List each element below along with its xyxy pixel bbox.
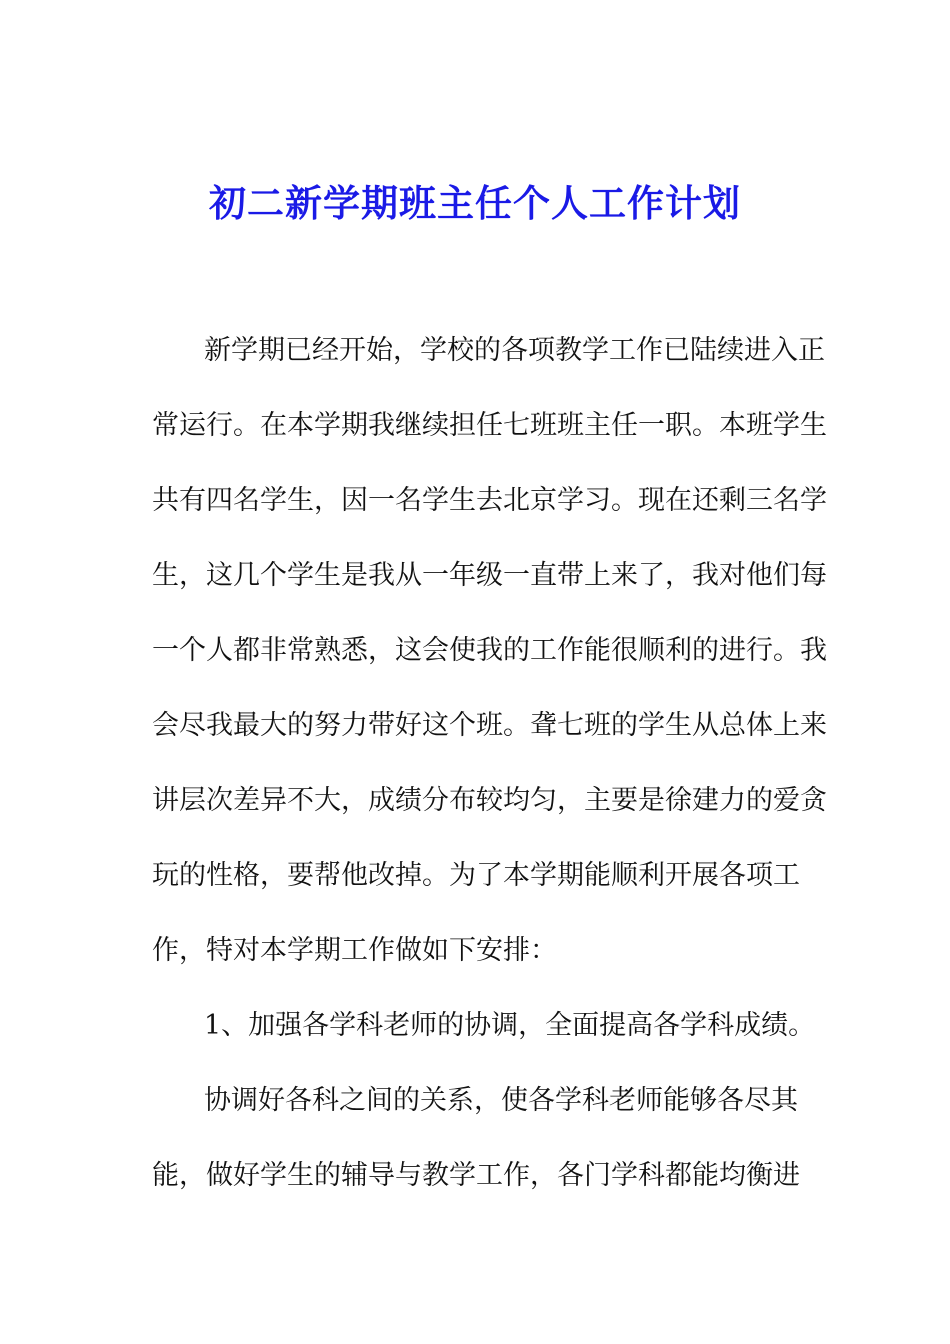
paragraph-line: 会尽我最大的努力带好这个班。聋七班的学生从总体上来 — [152, 710, 827, 741]
paragraph-line: 共有四名学生，因一名学生去北京学习。现在还剩三名学 — [152, 485, 827, 516]
paragraph-line: 常运行。在本学期我继续担任七班班主任一职。本班学生 — [152, 410, 827, 441]
list-item-heading: 1、加强各学科老师的协调，全面提高各学科成绩。 — [204, 1010, 816, 1041]
paragraph-line: 作，特对本学期工作做如下安排： — [152, 935, 557, 966]
paragraph-line: 生，这几个学生是我从一年级一直带上来了，我对他们每 — [152, 560, 827, 591]
paragraph-line: 讲层次差异不大，成绩分布较均匀，主要是徐建力的爱贪 — [152, 785, 827, 816]
document-title: 初二新学期班主任个人工作计划 — [209, 181, 741, 225]
paragraph-line: 协调好各科之间的关系，使各学科老师能够各尽其 — [204, 1085, 798, 1116]
paragraph-line: 能，做好学生的辅导与教学工作，各门学科都能均衡进 — [152, 1160, 800, 1191]
paragraph-line: 玩的性格，要帮他改掉。为了本学期能顺利开展各项工 — [152, 860, 800, 891]
paragraph-line: 新学期已经开始，学校的各项教学工作已陆续进入正 — [204, 335, 825, 366]
paragraph-line: 一个人都非常熟悉，这会使我的工作能很顺利的进行。我 — [152, 635, 827, 666]
